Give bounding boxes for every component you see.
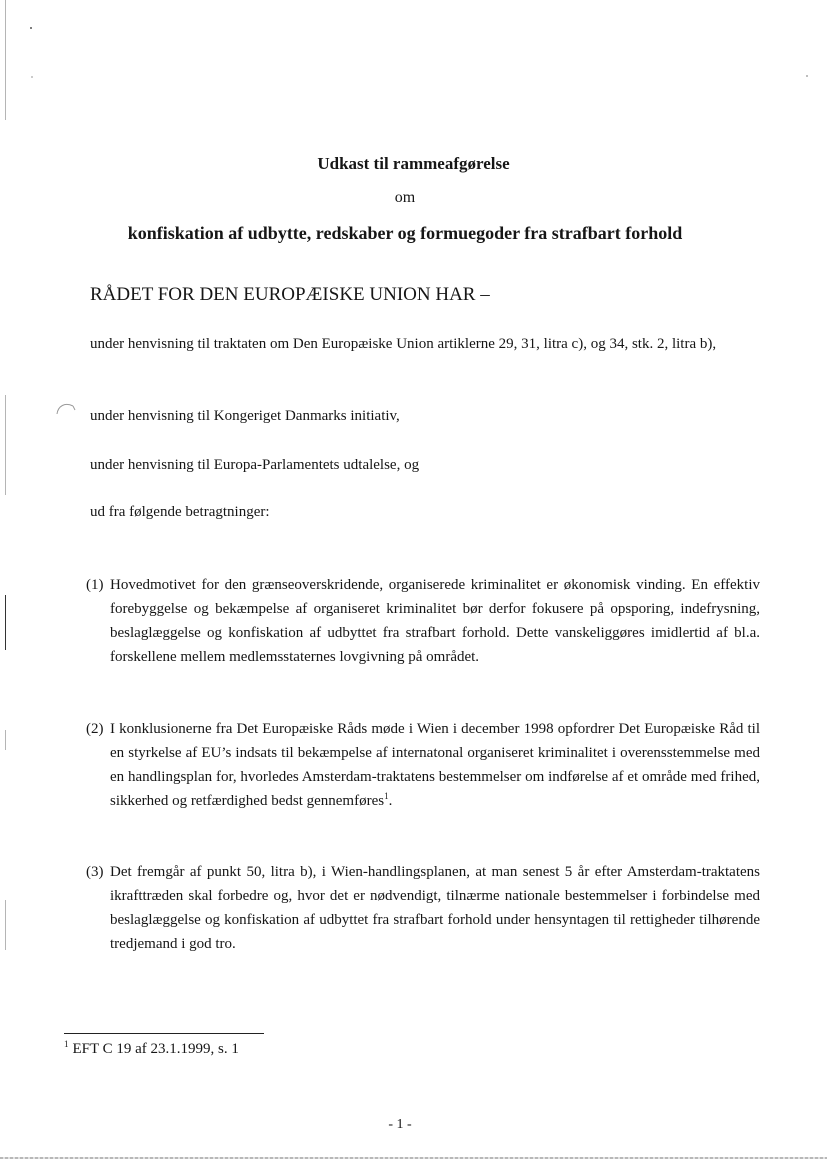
paragraph-text: Hovedmotivet for den grænseoverskridende, organiserede kriminalitet er økonomisk vinding. En effektiv forebyggelse og bekæmpelse af organiseret kriminalitet bør derfor fokusere på opsporing, indefrysning, beslaglæggelse og konfiskation af udbyttet fra strafbart forhold. Dette vanskeliggøres imidlertid af bl.a. forskellene mellem medlemsstaternes lovgivning på området. xyxy=(110,577,760,665)
page-number: - 1 - xyxy=(388,1117,412,1132)
recital-parliament: under henvisning til Europa-Parlamentets udtalelse, og xyxy=(90,457,420,473)
scan-edge-artifact xyxy=(5,900,6,950)
scan-edge-artifact xyxy=(5,0,6,120)
paragraph-number: (2) xyxy=(86,721,104,737)
paragraph-text: Det fremgår af punkt 50, litra b), i Wien-handlingsplanen, at man senest 5 år efter Amsterdam-traktatens ikrafttræden skal forbedre og, hvor det er nødvendigt, tilnærme nationale bestemmelser i forbindelse med beslaglæggelse og konfiskation af udbyttet fra strafbart forhold under hensyntagen til rettigheder tilhørende tredjemand i god tro. xyxy=(110,864,760,952)
recital-initiative: under henvisning til Kongeriget Danmarks initiativ, xyxy=(90,408,400,424)
scan-edge-artifact xyxy=(5,595,6,650)
scan-speck xyxy=(30,27,32,29)
paragraph-3 xyxy=(86,860,760,956)
scan-speck xyxy=(31,76,33,78)
scan-speck xyxy=(806,75,808,77)
paragraph-number: (1) xyxy=(86,577,104,593)
paragraph-2: (2) I konklusionerne fra Det Europæiske Råds møde i Wien i december 1998 opfordrer Det Europæiske Råd til en styrkelse af EU’s indsats til bekæmpelse af internatonal organiseret kriminalitet i overensstemmelse med en handlingsplan for, hvorledes Amsterdam-traktatens bestemmelser om indførelse af et område med frihed, sikkerhed og retfærdighed bedst gennemføres$^1$. xyxy=(86,717,760,813)
footnote-divider xyxy=(64,1033,264,1034)
paragraph-text: I konklusionerne fra Det Europæiske Råds møde i Wien i december 1998 opfordrer Det Europæiske Råd til en styrkelse af EU’s indsats til bekæmpelse af internatonal organiseret kriminalitet i overensstemmelse med en handlingsplan for, hvorledes Amsterdam-traktatens bestemmelser om indførelse af et område med frihed, sikkerhed og retfærdighed bedst gennemføres xyxy=(110,721,760,809)
footnote-reference[interactable]: 1 xyxy=(384,791,389,801)
scan-edge-artifact xyxy=(5,395,6,495)
document-title: Udkast til rammeafgørelse xyxy=(317,154,510,173)
recital-considerations: ud fra følgende betragtninger: xyxy=(90,504,270,520)
footnote xyxy=(64,1041,239,1058)
council-heading: RÅDET FOR DEN EUROPÆISKE UNION HAR – xyxy=(90,284,490,305)
margin-mark-icon xyxy=(55,400,77,422)
footnote-text: EFT C 19 af 23.1.1999, s. 1 xyxy=(72,1041,239,1057)
paragraph-number: (3) xyxy=(86,864,104,880)
document-title-connector: om xyxy=(394,189,416,206)
recital-treaty: under henvisning til traktaten om Den Europæiske Union artiklerne 29, 31, litra c), og 34, stk. 2, litra b), xyxy=(90,336,717,352)
scan-bottom-edge xyxy=(0,1157,827,1159)
footnote-marker: 1 xyxy=(64,1039,69,1049)
paragraph-1 xyxy=(86,573,760,669)
document-subtitle: konfiskation af udbytte, redskaber og formuegoder fra strafbart forhold xyxy=(127,223,683,243)
scan-edge-artifact xyxy=(5,730,6,750)
